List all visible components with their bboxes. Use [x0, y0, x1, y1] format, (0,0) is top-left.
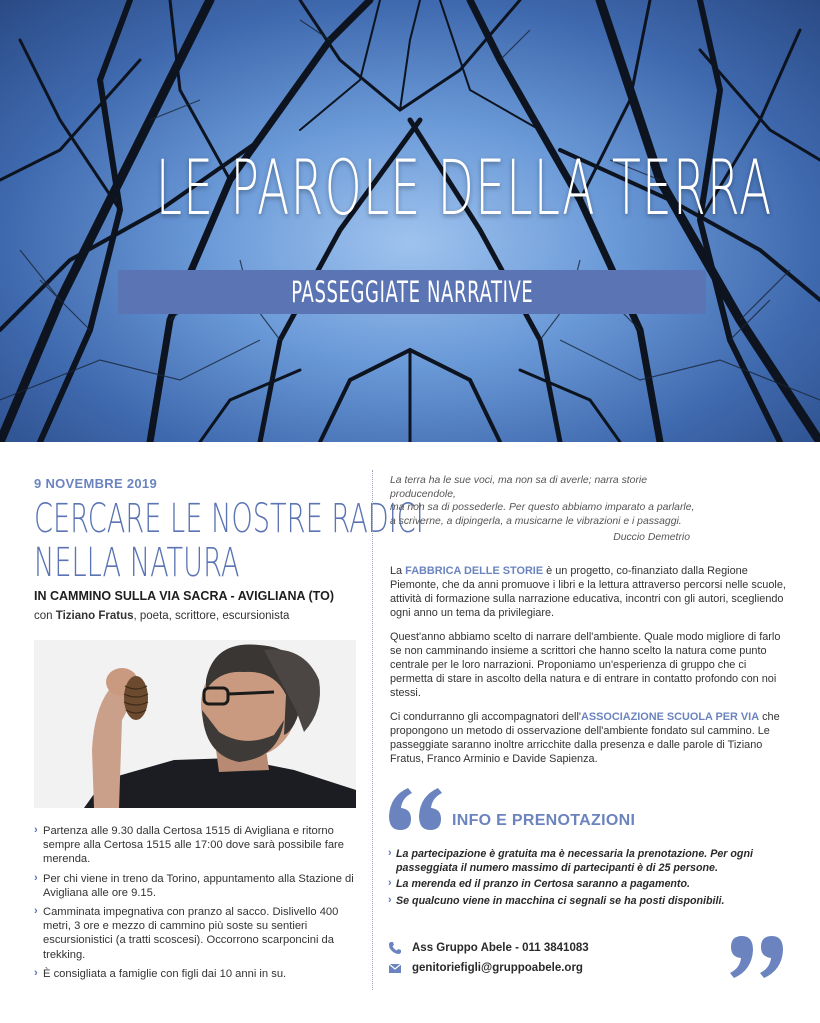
contacts [388, 939, 589, 979]
hero-subtitle-band [118, 270, 706, 314]
email-text: genitoriefigli@gruppoabele.org [412, 962, 583, 974]
info-item-payment: › La merenda ed il pranzo in Certosa saranno a pagamento. [388, 878, 798, 892]
guest-name: Tiziano Fratus [55, 610, 134, 622]
p1-post: è un progetto, co-finanziato dalla Regione Piemonte, che da anni promuove i libri e la lettura attraverso percorsi nelle scuole, attività di formazione sulla narrazione educativa, incontri con gli autori, scegliendo ogni anno un tema da privilegiare. [390, 565, 786, 619]
column-divider [372, 470, 373, 990]
paragraph-theme: Quest'anno abbiamo scelto di narrare dell'ambiente. Quale modo migliore di farlo se non camminando insieme a scrittori che hanno scelto la natura come punto centrale per le loro narrazioni. Proponiamo un'esperienza di gruppo che ci permetta di stare in ascolto della natura e di entrare in contatto profondo con noi stessi. [390, 631, 781, 699]
quote-author: Duccio Demetrio [613, 532, 690, 544]
description-body [390, 564, 788, 776]
contact-email[interactable] [388, 959, 589, 977]
associazione-highlight: ASSOCIAZIONE SCUOLA PER VIA [580, 711, 760, 723]
event-guest [34, 610, 356, 622]
open-quote-icon [386, 786, 444, 832]
hero-subtitle: PASSEGGIATE NARRATIVE [290, 275, 534, 309]
event-column [34, 470, 424, 622]
paragraph-project [390, 564, 788, 620]
email-icon [388, 961, 402, 975]
epigraph-quote [390, 474, 700, 545]
event-location: IN CAMMINO SULLA VIA SACRA - AVIGLIANA (TO) [34, 589, 334, 603]
event-details-list [34, 824, 356, 986]
phone-text: Ass Gruppo Abele - 011 3841083 [412, 942, 589, 954]
paragraph-guides [390, 710, 788, 766]
quote-line-2: ma non sa di possederle. Per questo abbiamo imparato a parlarle, [390, 502, 695, 514]
info-list [388, 848, 798, 911]
guest-suffix: , poeta, scrittore, escursionista [133, 610, 290, 622]
p3-pre: Ci condurranno gli accompagnatori dell' [390, 711, 581, 723]
event-title [34, 496, 424, 586]
quote-line-3: a scriverne, a dipingerla, a musicarne le vibrazioni e i passaggi. [390, 515, 682, 527]
quote-line-1: La terra ha le sue voci, ma non sa di averle; narra storie producendole, [390, 475, 648, 500]
event-title-line-2: NELLA NATURA [34, 540, 240, 586]
close-quote-icon [728, 934, 786, 980]
contact-phone[interactable] [388, 939, 589, 957]
hero-title: LE PAROLE DELLA TERRA [155, 143, 773, 232]
p1-pre: La [390, 565, 406, 577]
detail-item-hike: › Camminata impegnativa con pranzo al sacco. Dislivello 400 metri, 3 ore e mezzo di cammino più soste su sentieri escursionistici (a tratti scoscesi). Occorrono scarponcini da trekking. [34, 905, 356, 962]
hero-banner [0, 0, 820, 442]
p3-post: che propongono un metodo di osservazione dell'ambiente fondato sul cammino. Le passeggiate saranno inoltre arricchite dalla presenza e dalle parole di Tiziano Fratus, Franco Arminio e Davide Sapienza. [390, 711, 780, 765]
detail-item-age: › È consigliata a famiglie con figli dai 10 anni in su. [34, 967, 356, 981]
detail-item-departure: › Partenza alle 9.30 dalla Certosa 1515 di Avigliana e ritorno sempre alla Certosa 1515 alle 17:00 dove sarà possibile fare merenda. [34, 824, 356, 867]
event-title-line-1: CERCARE LE NOSTRE RADICI [34, 496, 424, 542]
portrait-photo [34, 640, 356, 808]
phone-icon [388, 941, 402, 955]
info-item-car: › Se qualcuno viene in macchina ci segnali se ha posti disponibili. [388, 895, 798, 909]
detail-item-train: › Per chi viene in treno da Torino, appuntamento alla Stazione di Avigliana alle ore 9.15. [34, 872, 356, 900]
portrait-illustration [34, 640, 356, 808]
info-title: INFO E PRENOTAZIONI [452, 812, 636, 829]
event-date: 9 NOVEMBRE 2019 [34, 476, 157, 491]
fabbrica-delle-storie-highlight: FABBRICA DELLE STORIE [405, 565, 544, 577]
info-item-booking: › La partecipazione è gratuita ma è necessaria la prenotazione. Per ogni passeggiata il numero massimo di partecipanti è di 25 persone. [388, 848, 798, 875]
guest-prefix: con [34, 610, 56, 622]
